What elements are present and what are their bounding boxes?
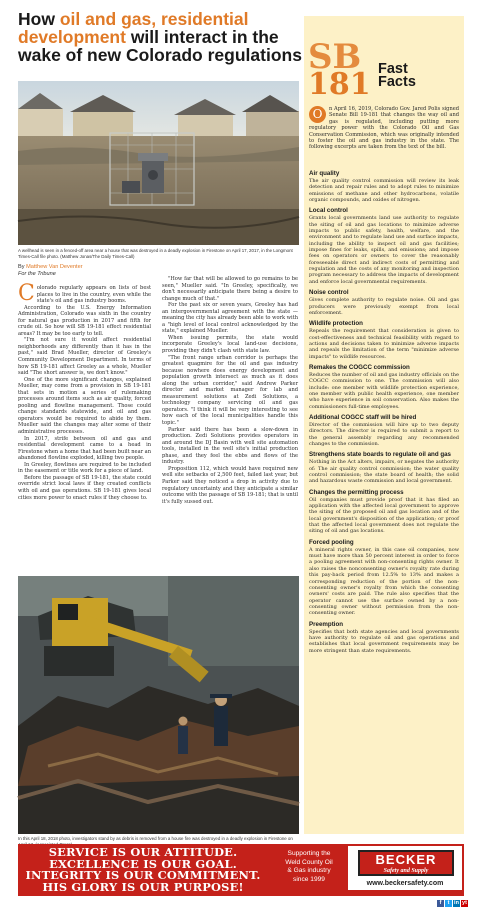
article-column-left — [18, 281, 151, 501]
article-column-right — [162, 276, 298, 505]
ad-support-text — [275, 850, 343, 884]
becker-url[interactable]: www.beckersafety.com — [366, 880, 444, 887]
byline-author[interactable]: Matthew Van Deventer — [26, 264, 83, 270]
fact-item — [309, 621, 459, 654]
article-paragraph: One of the more significant changes, explained Mueller, may come from a provision in SB 19-181 that sets in motion a series of rulemaking processes around items such as air quality, forced pooling and flowline management. Those could change standards statewide, and oil and gas operators would be required to abide by them. Mueller said the changes may alter some of their administrative processes. — [18, 376, 151, 436]
ad-slogan-line: EXCELLENCE IS OUR GOAL. — [49, 856, 237, 871]
fact-item — [309, 207, 459, 285]
article-paragraph: In Greeley, flowlines are required to be included in the easement or title work for a piece of land. — [18, 461, 151, 475]
linkedin-icon[interactable]: in — [454, 900, 459, 906]
fact-item — [309, 170, 459, 203]
fact-item — [309, 539, 459, 617]
fact-text: Grants local governments land use authority to regulate the siting of oil and gas locations to minimize adverse impacts to public safety, health, welfare, and the environment and to regulate land use and surface impacts, including the ability to inspect oil and gas facilities; impose fines for leaks, spills, and emissions; and impose fees on operators or owners to cover the reasonably foreseeable direct and indirect costs of permitting and regulation and the costs of any monitoring and inspection program necessary to address the impacts of development and enforce local governmental requirements. — [309, 215, 460, 285]
fact-text: Repeals the requirement that consideration is given to cost-effectiveness and technical feasibility with regard to actions and decisions taken to minimize adverse impacts and repeals the limitation of the term "minimize adverse impacts" to wildlife resources. — [309, 328, 459, 360]
fact-text: A mineral rights owner, in this case oil companies, now must have more than 50 percent interest in order to force a pooling agreement with non-consenting rights owner. It also raises the nonconsenting owner's royalty rate during this pay-back period from 12.5% to 13% and makes a corresponding reduction of the portion of the non-consenting owner's royalty from which the consenting owners' costs are paid. The rule also specifies that the operator cannot use the surface owned by a non-consenting owner without permission from the non-consenting owner. — [309, 546, 459, 617]
headline-part1: How — [18, 9, 60, 29]
ad-support-line: since 1999 — [293, 875, 325, 883]
wellhead-photo-illustration — [18, 81, 299, 245]
fact-text: Reduces the number of oil and gas industry officials on the COGCC commission to one. The commission will also include: one member with wildlife protection experience, one member with public health experience, one member who have experience in soil conservation. Also makes the commissioners full-time employees. — [309, 371, 459, 410]
social-icons — [436, 889, 468, 906]
fact-title: Changes the permitting process — [309, 488, 404, 496]
article-paragraph-text: olorado regularly appears on lists of best places to live in the country, even while the state's oil and gas industry booms. — [36, 285, 151, 305]
fact-text: Gives complete authority to regulate noise. Oil and gas producers were previously exempt from local enforcement. — [309, 297, 459, 316]
sidebar-dropcap: O — [309, 106, 326, 123]
fast-facts-title-line2: Facts — [378, 74, 416, 90]
fact-item — [309, 364, 459, 410]
article-paragraph: "How far that will be allowed to go remains to be seen," Mueller said. "In Greeley, specifically, we don't necessarily anticipate there being a desire to change much of that." — [162, 276, 298, 302]
fact-title: Additional COGCC staff will be hired — [309, 413, 417, 421]
twitter-icon[interactable]: t — [445, 900, 452, 907]
becker-advertisement[interactable] — [18, 844, 464, 896]
byline-prefix: By — [18, 264, 27, 270]
article-paragraph: According to the U.S. Energy Information Administration, Colorado was sixth in the country for natural gas production in 2017 and fifth for crude oil. So how will SB 19-181 effect residential areas? It may be too early to tell. — [18, 304, 151, 337]
sb-181-logo — [306, 37, 371, 102]
fact-text: Director of the commission will hire up to two deputy directors. The director is required to submit a report to the general assembly regarding any recommended changes to the commission. — [309, 421, 459, 447]
fact-item — [309, 289, 459, 316]
fact-text: Specifies that both state agencies and local governments have authority to regulate oil and gas operations and establishes that local government requirements may be more stringent than state requirements. — [309, 628, 459, 654]
article-dropcap: C — [18, 281, 35, 306]
fast-facts-title-line1: Fast — [378, 61, 408, 77]
headline — [18, 10, 308, 64]
becker-logo-box — [348, 846, 462, 890]
fact-title: Local control — [309, 207, 348, 215]
ad-slogan-line: SERVICE IS OUR ATTITUDE. — [48, 845, 238, 859]
article-paragraph — [18, 281, 151, 306]
sb-logo-number: 181 — [308, 67, 371, 102]
article-paragraph: When issuing permits, the state would incorporate Greeley's local land-use decisions, providing they didn't clash with state law. — [162, 334, 298, 355]
fact-text: The air quality control commission will review its leak detection and repair rules and to adopt rules to minimize emissions of methane and other hydrocarbons, volatile organic compounds, and oxides of nitrogen. — [309, 178, 459, 204]
fact-list — [309, 166, 459, 654]
fast-facts-title — [378, 63, 416, 89]
byline-org: For the Tribune — [18, 271, 56, 277]
article-paragraph: "The front range urban corridor is perhaps the greatest quagmire for the oil and gas industry because nowhere does energy development and population growth intersect as much as it does along the urban corridor," said Andrew Parker director and market manager for lab and measurement solutions at Zedi Solutions, a technology company servicing oil and gas operators. "I think it will be very interesting to see how each of the local municipalities handle this topic." — [162, 354, 298, 427]
ad-slogan-line: HIS GLORY IS OUR PURPOSE! — [42, 879, 244, 894]
fact-title: Preemption — [309, 620, 344, 628]
debris-removal-photo-illustration — [18, 576, 299, 834]
fact-title: Wildlife protection — [309, 320, 363, 328]
fact-item — [309, 489, 459, 535]
sb-logo-letters: SB — [308, 37, 362, 77]
debris-removal-photo — [18, 576, 299, 834]
fact-title: Air quality — [309, 170, 340, 177]
sidebar-intro — [309, 106, 459, 151]
fact-title: Forced pooling — [309, 538, 354, 546]
fact-title: Strengthens state boards to regulate oil and gas — [309, 451, 451, 459]
fact-item — [309, 320, 459, 360]
ad-support-line: Weld County Oil — [285, 858, 333, 866]
byline — [18, 264, 83, 278]
fact-text: Oil companies must provide proof that it has filed an application with the affected local government to approve the siting of the proposed oil and gas location and of the local government's disposition of the application; or proof that the affected local government does not regulate the siting of oil and gas locations. — [309, 496, 459, 535]
article-paragraph: Before the passage of SB 19-181, the state could override strict local laws if they created conflicts with oil and gas operations. SB 19-181 gives local cities more power to enact rules if they choose to. — [18, 474, 151, 501]
article-paragraph: Parker said there has been a slow-down in production. Zedi Solutions provides operators in and around the DJ Basin with well site automation tools, installed in the well site's initial production phase, and they feel the ebbs and flows of the industry. — [162, 426, 298, 466]
fact-title: Remakes the COGCC commission — [309, 363, 410, 371]
sidebar-intro-text: n April 16, 2019, Colorado Gov. Jared Polis signed Senate Bill 19-181 that changes the way oil and gas is regulated, including putting more regulatory power with the Colorado Oil and Gas Conservation Commission, which was originally intended to foster the oil and gas industry in the state. The following excerpts are taken from the text of the bill. — [309, 106, 459, 151]
becker-tagline: Safety and Supply — [383, 868, 429, 874]
headline-highlight: oil and gas, residential development — [18, 9, 249, 47]
fact-text: Nothing in the Act alters, impairs, or negates the authority of: The air quality control commission; the water quality control commission; the state board of health; the solid and hazardous waste commission and local government. — [309, 459, 459, 485]
fact-item — [309, 414, 459, 447]
becker-logo: BECKER — [358, 850, 454, 876]
youtube-icon[interactable]: yt — [462, 900, 467, 906]
article-paragraph: Proposition 112, which would have required new well site setbacks of 2,500 feet, failed last year, but Parker said they noticed a drop in activity due to regulatory uncertainty and they anticipate a similar outcome with the passage of SB 19-181; that is until it's fully sussed out. — [162, 465, 298, 505]
article-paragraph: In 2017, strife between oil and gas and residential development came to a head in Firestone when a home that had been built near an abandoned flowline exploded, killing two people. — [18, 435, 151, 462]
article-paragraph: For the past six or seven years, Greeley has had an intergovernmental agreement with the state — meaning the city has already been able to work with a "high level of local control acknowledged by the state," explained Mueller. — [162, 302, 298, 335]
photo1-caption: A wellhead is seen in a fenced-off area near a house that was destroyed in a deadly explosion in Firestone on April 17, 2017, in the Longmont Times-Call file photo. (Matthew Jonas/The Daily Times-Call) — [18, 248, 293, 259]
fact-title: Noise control — [309, 289, 349, 297]
ad-support-line: Supporting the — [287, 850, 331, 857]
facebook-icon[interactable]: f — [437, 900, 444, 907]
fact-item — [309, 451, 459, 484]
headline-part2: will interact in the wake of new Colorado regulations — [18, 27, 302, 65]
wellhead-photo — [18, 81, 299, 245]
ad-slogan-line: INTEGRITY IS OUR COMMITMENT. — [25, 868, 261, 882]
ad-support-line: & Gas industry — [287, 867, 331, 875]
photo2-caption: In this April 18, 2018 photo, investigators stand by as debris is removed from a house fire was destroyed in a deadly explosion in Firestone on — [18, 836, 293, 841]
article-paragraph: "I'm not sure it would affect residential neighborhoods any differently than it has in the past," said Brad Mueller, director of Greeley's Community Development Department. In terms of how SB 19-181 affect Greeley as a whole, Mueller said "The short answer is, we don't know." — [18, 337, 151, 377]
ad-slogan — [18, 847, 268, 893]
